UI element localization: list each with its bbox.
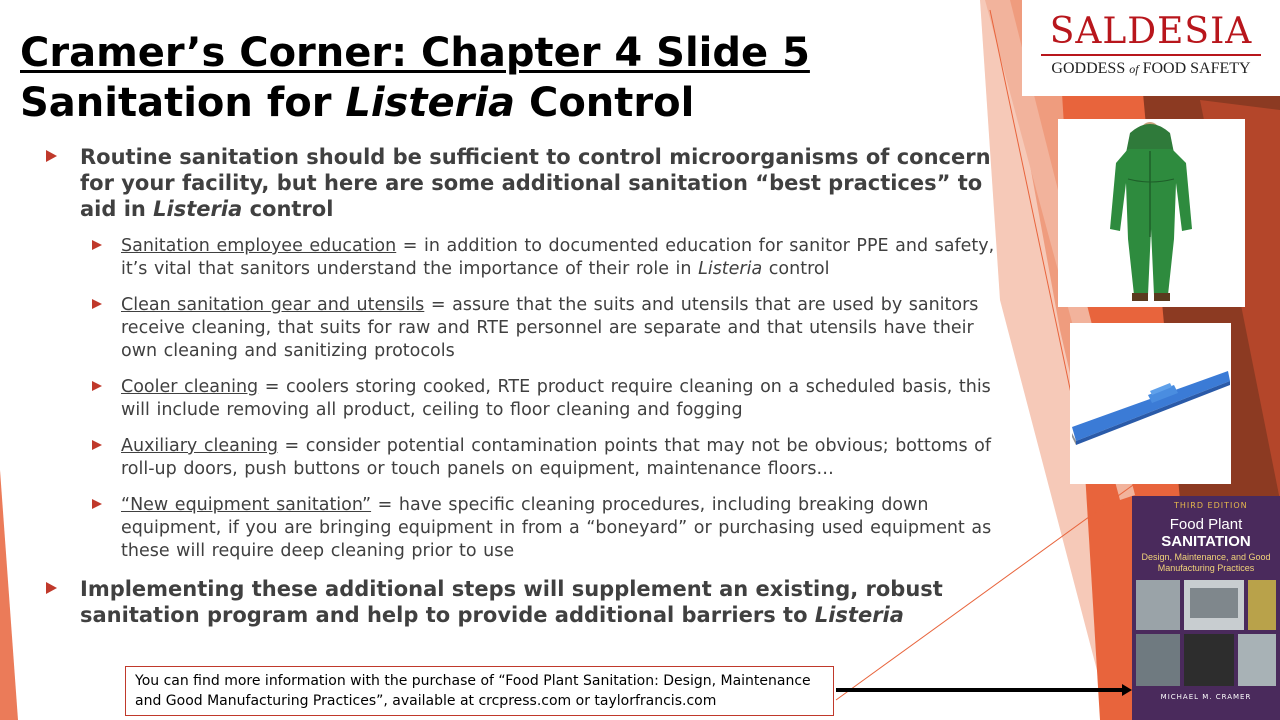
main-bullet-2 [46, 576, 1006, 628]
bullet-arrow-icon [92, 240, 102, 250]
sub-bullet-text: = assure that the suits and utensils that are used by sanitors receive cleaning, that suits for raw and RTE personnel are separate and that utensils have their own cleaning and sanitizing protocols [121, 295, 979, 361]
sub-bullet-text: = consider potential contamination points that may not be obvious; bottoms of roll-up doors, push buttons or touch panels on equipment, maintenance floors… [121, 436, 992, 479]
title-line1: Cramer’s Corner: Chapter 4 Slide 5 [20, 30, 810, 76]
saldesia-logo [1022, 0, 1280, 96]
slide-title [20, 28, 810, 128]
logo-tag-of: of [1129, 62, 1139, 76]
pointer-arrow-line [836, 688, 1126, 692]
bullet-arrow-icon [92, 440, 102, 450]
logo-divider [1041, 54, 1261, 56]
bullet-arrow-icon [46, 582, 57, 594]
main-bullet-1-end: control [242, 197, 334, 221]
main-bullet-2-text: Implementing these additional steps will supplement an existing, robust sanitation program and help to provide additional barriers to [80, 577, 943, 627]
book-title-1: Food Plant [1169, 516, 1243, 533]
book-author: MICHAEL M. CRAMER [1160, 693, 1252, 701]
bullet-arrow-icon [92, 299, 102, 309]
sub-bullet-4 [92, 435, 1006, 481]
book-subtitle: Design, Maintenance, and Good Manufacturing Practices [1141, 552, 1271, 573]
book-cover-image [1132, 496, 1280, 720]
footer-info-box [125, 666, 834, 716]
main-bullet-2-italic: Listeria [814, 603, 904, 627]
logo-tagline [1022, 60, 1280, 78]
sub-bullet-3 [92, 376, 1006, 422]
arrow-right-icon [1122, 684, 1132, 696]
logo-tag-a: GODDESS [1051, 60, 1130, 77]
title-line2-a: Sanitation for [20, 80, 346, 126]
logo-tag-b: FOOD SAFETY [1138, 60, 1251, 77]
book-edition: THIRD EDITION [1174, 501, 1248, 510]
sub-bullet-text: = in addition to documented education for sanitor PPE and safety, it’s vital that sanitors understand the importance of their role in [121, 236, 995, 279]
logo-name: SALDESIA [1049, 11, 1253, 52]
sub-bullet-end: control [762, 259, 830, 279]
bullet-list [46, 144, 1006, 628]
sub-bullet-term: Auxiliary cleaning [121, 436, 278, 456]
main-bullet-1 [46, 144, 1006, 222]
book-title-2: SANITATION [1161, 533, 1251, 550]
green-coverall-image [1058, 119, 1245, 307]
main-bullet-1-italic: Listeria [153, 197, 243, 221]
sub-bullet-2 [92, 294, 1006, 363]
title-line2-italic: Listeria [345, 80, 516, 126]
blue-squeegee-image [1070, 323, 1231, 484]
sub-bullet-term: Clean sanitation gear and utensils [121, 295, 425, 315]
book-photo-collage [1132, 576, 1280, 690]
footer-text: You can find more information with the purchase of “Food Plant Sanitation: Design, Maintenance and Good Manufacturing Practices”, available at crcpress.com or taylorfrancis.com [135, 673, 811, 709]
bullet-arrow-icon [92, 381, 102, 391]
title-line2-b: Control [515, 80, 695, 126]
bullet-arrow-icon [46, 150, 57, 162]
sub-bullet-1 [92, 235, 1006, 281]
sub-bullet-text: = have specific cleaning procedures, including breaking down equipment, if you are bringing equipment in from a “boneyard” or purchasing used equipment as these will require deep cleaning prior to use [121, 495, 992, 561]
sub-bullet-5 [92, 494, 1006, 563]
main-bullet-1-text: Routine sanitation should be sufficient to control microorganisms of concern for your facility, but here are some additional sanitation “best practices” to aid in [80, 145, 991, 221]
sub-bullet-italic: Listeria [698, 259, 763, 279]
sub-bullet-term: “New equipment sanitation” [121, 495, 372, 515]
sub-bullet-term: Cooler cleaning [121, 377, 259, 397]
sub-bullet-term: Sanitation employee education [121, 236, 397, 256]
sub-bullet-text: = coolers storing cooked, RTE product require cleaning on a scheduled basis, this will include removing all product, ceiling to floor cleaning and fogging [121, 377, 991, 420]
bullet-arrow-icon [92, 499, 102, 509]
